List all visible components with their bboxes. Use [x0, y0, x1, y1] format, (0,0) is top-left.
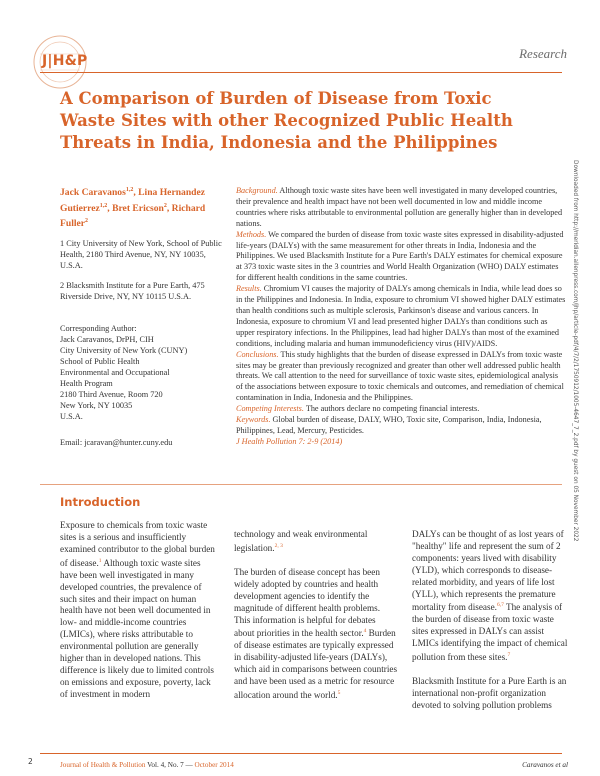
- author-name: Richard Fuller: [60, 202, 206, 230]
- author-name: Lina Hernandez Gutierrez: [60, 187, 206, 214]
- abstract-conclusions: [236, 350, 566, 405]
- citation-ref[interactable]: 5: [337, 690, 341, 696]
- body-paragraph: [234, 529, 398, 555]
- abstract-text: Chromium VI causes the majority of DALYs among chemicals in India, while lead does so in the Philippines and Indonesia. In India, exposure to chromium VI showed higher DALY estimates than health conditions such as multiple sclerosis, Parkinson's disease and various cancers. In Indonesia, exposure to chromium VI and lead presented higher DALYs than conditions such as upper respiratory infections. In the Philippines, lead had higher DALYs than most of the examined conditions, including malaria and human immunodeficiency virus (HIV)/AIDS.: [236, 284, 566, 348]
- body-column-1: [60, 520, 220, 713]
- citation-ref[interactable]: 7: [507, 652, 511, 659]
- corresponding-author: [60, 323, 225, 422]
- page-number: 2: [28, 757, 33, 766]
- abstract-text: This study highlights that the burden of disease expressed in DALYs from toxic waste sites may be greater than previously recognized and greater than other well addressed public health threats. We call attention to the need for surveillance of toxic waste sites, epidemiological analysis of the associations between exposure to toxic chemicals and outcomes, and remediation of chemical contamination in India, Indonesia and the Philippines.: [236, 349, 564, 403]
- abstract-results: [236, 284, 566, 349]
- corresp-line: 2180 Third Avenue, Room 720: [60, 390, 163, 399]
- corresp-line: New York, NY 10035: [60, 401, 133, 410]
- body-text: Exposure to chemicals from toxic waste sites is a serious and insufficiently examined contributor to the global burden of disease.: [60, 520, 215, 568]
- affiliation: 1 City University of New York, School of Public Health, 2180 Third Avenue, NY, NY 10035, U.S.A.: [60, 239, 222, 271]
- body-text: Burden of disease estimates are typically expressed in disability-adjusted life-years (DALYs), which aid in comparisons between countries and have been used as a metric for resource allocation around the world.: [234, 628, 398, 701]
- author-affil-sup: 2: [85, 218, 89, 225]
- abstract-label: Keywords.: [236, 415, 271, 425]
- download-note-text: Downloaded from http://meridian.allenpress.com/jhp/article-pdf/4/7/2/1750912/1005-4647_7_2.pdf by guest on 05 November 2022: [572, 160, 578, 542]
- corresp-line: School of Public Health: [60, 357, 140, 366]
- body-paragraph: [412, 529, 572, 664]
- body-text: Blacksmith Institute for a Pure Earth is an international non-profit organization devoted to solving pollution problems: [412, 676, 567, 710]
- abstract-label: Background.: [236, 186, 278, 195]
- author-separator: ,: [166, 202, 172, 214]
- corresp-line: Environmental and Occupational: [60, 368, 170, 377]
- corresp-line: Health Program: [60, 379, 113, 388]
- corresp-line: Corresponding Author:: [60, 324, 137, 333]
- corresp-line: U.S.A.: [60, 412, 83, 421]
- introduction-heading: Introduction: [60, 495, 141, 509]
- body-paragraph: [60, 520, 220, 701]
- citation-ref[interactable]: 4: [363, 628, 367, 635]
- author-name: Bret Ericson: [112, 202, 164, 214]
- download-note: [568, 160, 580, 740]
- header-rule: [40, 72, 562, 73]
- body-column-2: [234, 529, 398, 714]
- abstract-label: Results.: [236, 284, 262, 294]
- abstract: [236, 186, 566, 448]
- abstract-text: Although toxic waste sites have been well investigated in many developed countries, their prevalence and health impact have not been well documented in low and middle income countries where risks attributable to environmental pollution are generally higher than in developed nations.: [236, 186, 563, 228]
- footer-authors: Caravanos et al: [522, 761, 568, 769]
- author-list: [60, 184, 220, 231]
- body-column-3: [412, 529, 572, 724]
- footer-issue: Vol. 4, No. 7 —: [145, 761, 195, 769]
- footer-journal: [60, 761, 234, 769]
- citation-ref[interactable]: 2, 3: [274, 542, 283, 549]
- body-paragraph: [234, 567, 398, 702]
- abstract-label: Conclusions.: [236, 349, 279, 359]
- abstract-methods: [236, 230, 566, 285]
- author-affil-sup: 2: [163, 202, 167, 209]
- citation-ref[interactable]: 6,7: [496, 602, 504, 609]
- section-label: Research: [519, 46, 567, 61]
- body-text: DALYs can be thought of as lost years of "healthy" life and represent the sum of 2 components: years lived with disability (YLD), which corresponds to disease-related morbidity, and years of life lost (YLL), which represents the premature mortality from disease.: [412, 529, 564, 613]
- abstract-label: Competing Interests.: [236, 404, 304, 414]
- abstract-keywords: [236, 415, 566, 437]
- section-divider: [40, 484, 562, 485]
- body-text: Although toxic waste sites have been well investigated in many developed countries, the prevalence of such sites and their impact on human health have not been well documented in low- and middle-income countries (LMICs), where risks attributable to environmental pollution are generally higher than in developed nations. This difference is likely due to limited controls on emissions and exposure, poverty, lack of investment in modern: [60, 557, 214, 699]
- body-text: The analysis of the burden of disease from toxic waste sites expressed in DALYs can assist LMICs identifying the impact of chemical pollution from these sites.: [412, 602, 568, 663]
- author-separator: ,: [133, 187, 139, 199]
- journal-abbrev: J|H&P: [42, 53, 88, 69]
- author-affil-sup: 1,2: [99, 202, 108, 209]
- footer-rule: [40, 753, 562, 754]
- citation-ref[interactable]: 1: [98, 557, 102, 564]
- abstract-competing: [236, 404, 566, 415]
- author-name: Jack Caravanos: [60, 187, 126, 199]
- footer-journal-name: Journal of Health & Pollution: [60, 761, 146, 769]
- footer-date: October 2014: [194, 761, 234, 769]
- affiliations: [60, 238, 225, 310]
- body-text: technology and weak environmental legislation.: [234, 529, 368, 553]
- body-paragraph: [412, 676, 572, 712]
- body-text: The burden of disease concept has been widely adopted by countries and health development agencies to identify the magnitude of different health problems. This information is helpful for debates about priorities in the health sector.: [234, 566, 381, 639]
- journal-citation: J Health Pollution 7: 2-9 (2014): [236, 436, 343, 446]
- abstract-text: The authors declare no competing financial interests.: [303, 404, 480, 414]
- corresp-line: Jack Caravanos, DrPH, CIH: [60, 335, 154, 344]
- abstract-text: Global burden of disease, DALY, WHO, Toxic site, Comparison, India, Indonesia, Philippines, Lead, Mercury, Pesticides.: [236, 415, 542, 435]
- author-affil-sup: 1,2: [125, 187, 134, 193]
- article-title: A Comparison of Burden of Disease from Toxic Waste Sites with other Recognized Public Health Threats in India, Indonesia and the Philippines: [60, 89, 513, 152]
- corresp-email[interactable]: Email: jcaravan@hunter.cuny.edu: [60, 438, 173, 447]
- author-separator: ,: [107, 202, 113, 214]
- abstract-text: We compared the burden of disease from toxic waste sites expressed in disability-adjusted life-years (DALYs) with the same measurement for other threats in India, Indonesia and the Philippines. We used Blacksmith Institute for a Pure Earth's DALY estimates for chemical exposure at 373 toxic waste sites in the 3 countries and World Health Organization (WHO) DALY estimates for different health conditions in the same countries.: [236, 229, 564, 283]
- abstract-label: Methods.: [236, 229, 267, 239]
- affiliation: 2 Blacksmith Institute for a Pure Earth, 475 Riverside Drive, NY, NY 10115 U.S.A.: [60, 280, 205, 301]
- corresp-line: City University of New York (CUNY): [60, 346, 188, 355]
- abstract-background: [236, 186, 566, 230]
